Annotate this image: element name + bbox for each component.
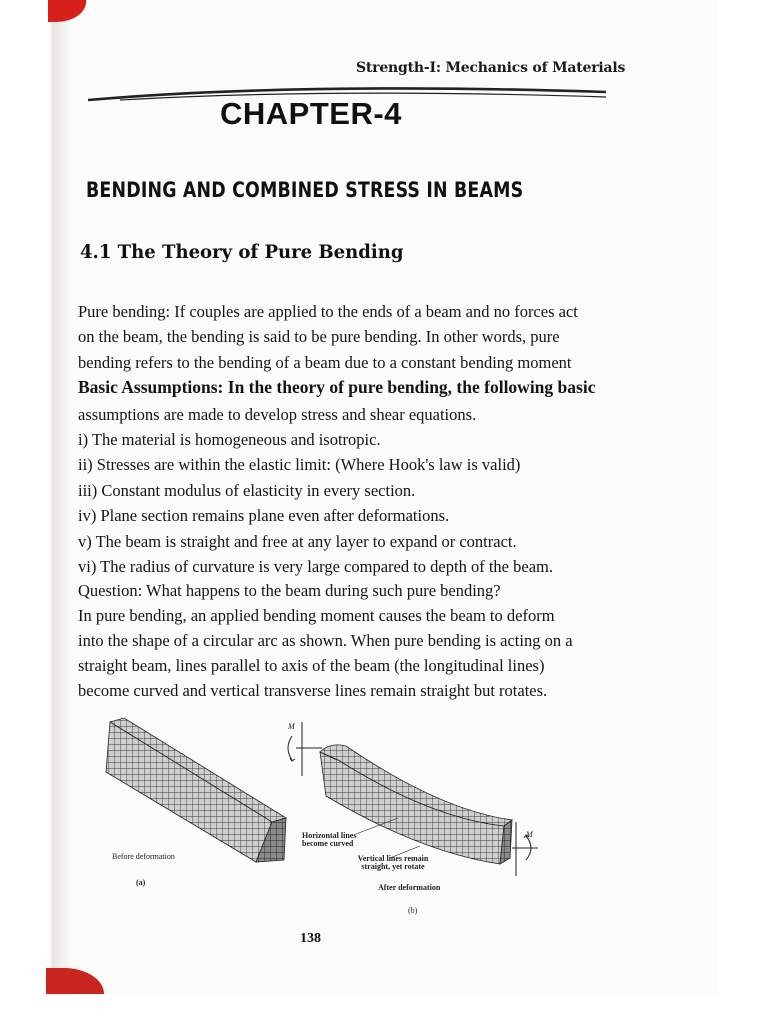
text-line: into the shape of a circular arc as shown. When pure bending is acting on a [78,631,573,650]
text-line: iv) Plane section remains plane even after deformations. [78,506,450,525]
figure-label-moment-left: M [288,722,295,731]
text-line: ii) Stresses are within the elastic limit: (Where Hook's law is valid) [78,455,521,474]
text-line: straight beam, lines parallel to axis of the beam (the longitudinal lines) [78,656,545,675]
section-title: BENDING AND COMBINED STRESS IN BEAMS [86,178,524,202]
text-line: i) The material is homogeneous and isotropic. [78,430,381,449]
running-header: Strength-I: Mechanics of Materials [356,60,626,76]
text-line: Basic Assumptions: In the theory of pure bending, the following basic [78,377,596,397]
text-line: assumptions are made to develop stress and shear equations. [78,405,477,424]
text-line: become curved and vertical transverse lines remain straight but rotates. [78,681,548,700]
figure-label-after: After deformation [378,883,441,892]
chapter-title: CHAPTER-4 [220,96,402,131]
figure-label-horizontal: Horizontal lines become curved [302,831,357,848]
figure-label-moment-right: M [526,830,533,839]
figure-label-before: Before deformation [112,852,175,861]
text-line: iii) Constant modulus of elasticity in every section. [78,481,416,500]
moment-arrow-right [512,822,538,876]
text-line: bending refers to the bending of a beam due to a constant bending moment [78,353,572,372]
figure-label-a: (a) [136,878,146,887]
beam-before-deformation [106,718,286,862]
text-line: In pure bending, an applied bending moment causes the beam to deform [78,606,555,625]
figure-label-vertical: Vertical lines remain straight, yet rotate [357,854,429,871]
text-line: Pure bending: If couples are applied to the ends of a beam and no forces act [78,302,578,321]
subsection-title: 4.1 The Theory of Pure Bending [80,241,404,263]
text-line: on the beam, the bending is said to be pure bending. In other words, pure [78,327,560,346]
text-line: Question: What happens to the beam during such pure bending? [78,581,501,600]
page-number: 138 [300,931,321,946]
scan-background-bottom [0,995,768,1024]
text-line: v) The beam is straight and free at any layer to expand or contract. [78,532,517,551]
figure-label-b: (b) [408,906,418,915]
text-line: vi) The radius of curvature is very large compared to depth of the beam. [78,557,553,576]
